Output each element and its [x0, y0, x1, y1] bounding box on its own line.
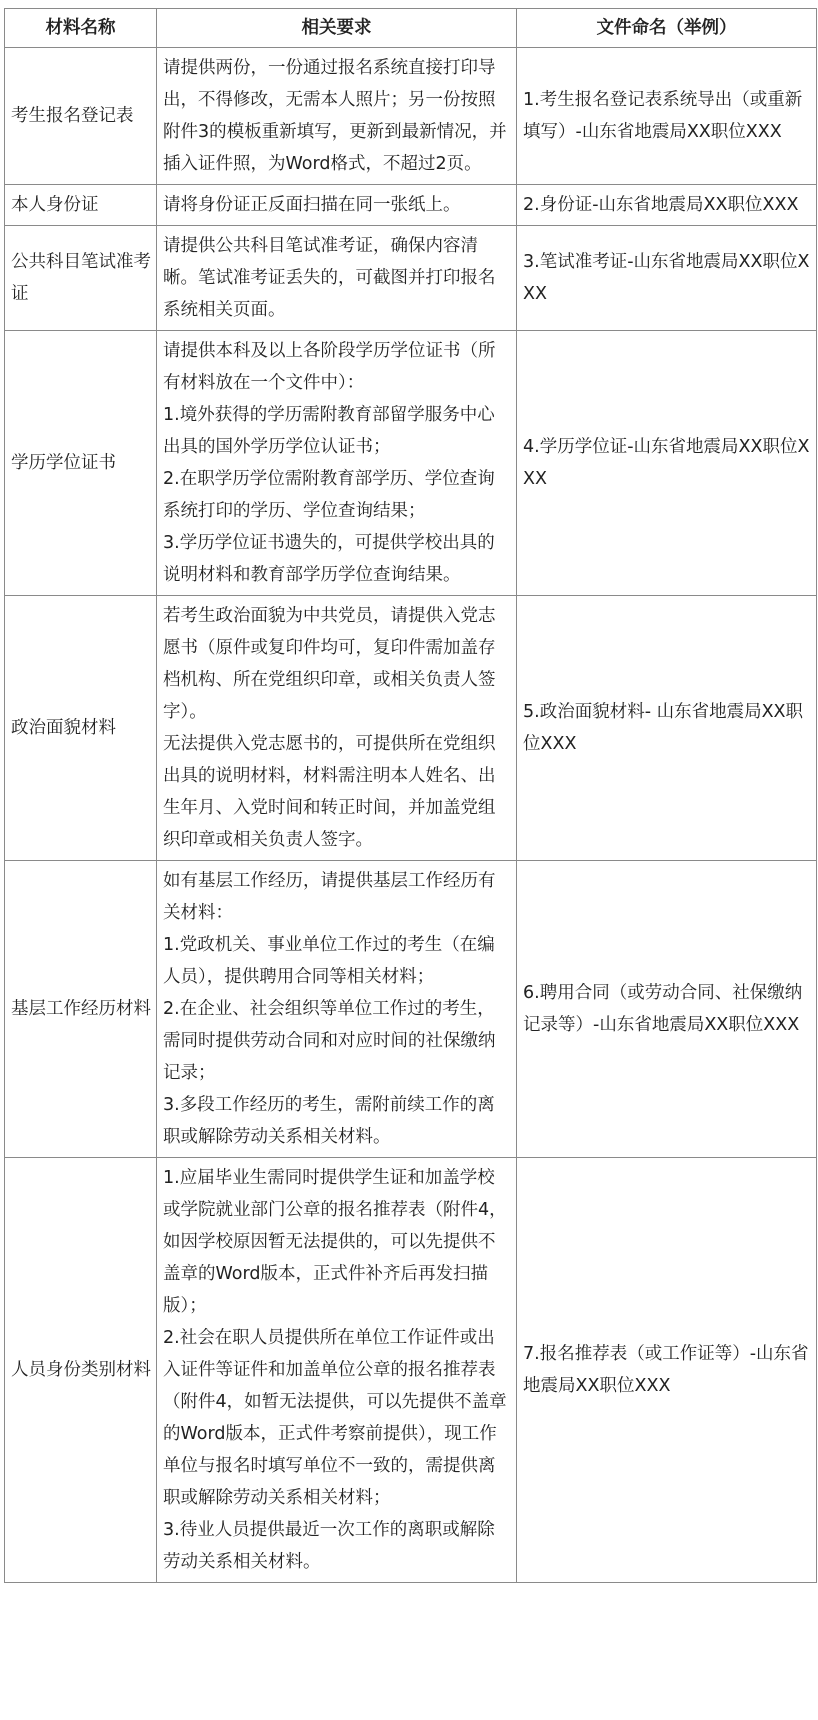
requirement-line: 请将身份证正反面扫描在同一张纸上。: [163, 195, 461, 215]
requirement-line: 2.在职学历学位需附教育部学历、学位查询系统打印的学历、学位查询结果；: [163, 469, 495, 521]
requirement-line: 无法提供入党志愿书的，可提供所在党组织出具的说明材料，材料需注明本人姓名、出生年月、入党时间和转正时间，并加盖党组织印章或相关负责人签字。: [163, 734, 496, 850]
requirements-cell: [157, 1158, 517, 1583]
file-naming-cell: 3.笔试准考证-山东省地震局XX职位XXX: [517, 226, 817, 331]
table-row: [5, 185, 817, 226]
material-name-cell: 学历学位证书: [5, 331, 157, 596]
table-row: [5, 1158, 817, 1583]
requirements-cell: [157, 185, 517, 226]
table-body: [5, 48, 817, 1583]
file-naming-cell: 4.学历学位证-山东省地震局XX职位XXX: [517, 331, 817, 596]
file-naming-cell: 2.身份证-山东省地震局XX职位XXX: [517, 185, 817, 226]
material-name-cell: 公共科目笔试准考证: [5, 226, 157, 331]
requirements-cell: [157, 861, 517, 1158]
requirement-line: 若考生政治面貌为中共党员，请提供入党志愿书（原件或复印件均可，复印件需加盖存档机构、所在党组织印章，或相关负责人签字）。: [163, 606, 496, 722]
requirement-line: 1.应届毕业生需同时提供学生证和加盖学校或学院就业部门公章的报名推荐表（附件4，如因学校原因暂无法提供的，可以先提供不盖章的Word版本，正式件补齐后再发扫描版）；: [163, 1168, 507, 1316]
requirements-cell: [157, 596, 517, 861]
table-row: [5, 226, 817, 331]
requirement-line: 3.多段工作经历的考生，需附前续工作的离职或解除劳动关系相关材料。: [163, 1095, 495, 1147]
table-row: [5, 331, 817, 596]
materials-table: [4, 8, 817, 1583]
header-file-naming: 文件命名（举例）: [517, 9, 817, 48]
header-material-name: 材料名称: [5, 9, 157, 48]
table-row: [5, 48, 817, 185]
requirement-line: 如有基层工作经历，请提供基层工作经历有关材料：: [163, 871, 496, 923]
material-name-cell: 人员身份类别材料: [5, 1158, 157, 1583]
requirement-line: 请提供公共科目笔试准考证，确保内容清晰。笔试准考证丢失的，可截图并打印报名系统相关页面。: [163, 236, 496, 320]
header-row: [5, 9, 817, 48]
material-name-cell: 本人身份证: [5, 185, 157, 226]
table-row: [5, 861, 817, 1158]
requirement-line: 3.学历学位证书遗失的，可提供学校出具的说明材料和教育部学历学位查询结果。: [163, 533, 495, 585]
requirement-line: 2.社会在职人员提供所在单位工作证件或出入证件等证件和加盖单位公章的报名推荐表（附件4，如暂无法提供，可以先提供不盖章的Word版本，正式件考察前提供），现工作单位与报名时填写单位不一致的，需提供离职或解除劳动关系相关材料；: [163, 1328, 507, 1508]
requirement-line: 请提供本科及以上各阶段学历学位证书（所有材料放在一个文件中）：: [163, 341, 496, 393]
requirement-line: 1.境外获得的学历需附教育部留学服务中心出具的国外学历学位认证书；: [163, 405, 495, 457]
file-naming-cell: 1.考生报名登记表系统导出（或重新填写）-山东省地震局XX职位XXX: [517, 48, 817, 185]
material-name-cell: 政治面貌材料: [5, 596, 157, 861]
header-requirements: 相关要求: [157, 9, 517, 48]
file-naming-cell: 5.政治面貌材料- 山东省地震局XX职位XXX: [517, 596, 817, 861]
file-naming-cell: 7.报名推荐表（或工作证等）-山东省地震局XX职位XXX: [517, 1158, 817, 1583]
requirement-line: 2.在企业、社会组织等单位工作过的考生，需同时提供劳动合同和对应时间的社保缴纳记录；: [163, 999, 496, 1083]
requirement-line: 3.待业人员提供最近一次工作的离职或解除劳动关系相关材料。: [163, 1520, 495, 1572]
requirements-cell: [157, 226, 517, 331]
material-name-cell: 考生报名登记表: [5, 48, 157, 185]
requirement-line: 1.党政机关、事业单位工作过的考生（在编人员），提供聘用合同等相关材料；: [163, 935, 495, 987]
file-naming-cell: 6.聘用合同（或劳动合同、社保缴纳记录等）-山东省地震局XX职位XXX: [517, 861, 817, 1158]
requirements-cell: [157, 48, 517, 185]
table-header: [5, 9, 817, 48]
material-name-cell: 基层工作经历材料: [5, 861, 157, 1158]
requirement-line: 请提供两份，一份通过报名系统直接打印导出，不得修改，无需本人照片；另一份按照附件3的模板重新填写，更新到最新情况，并插入证件照，为Word格式，不超过2页。: [163, 58, 507, 174]
table-row: [5, 596, 817, 861]
requirements-cell: [157, 331, 517, 596]
